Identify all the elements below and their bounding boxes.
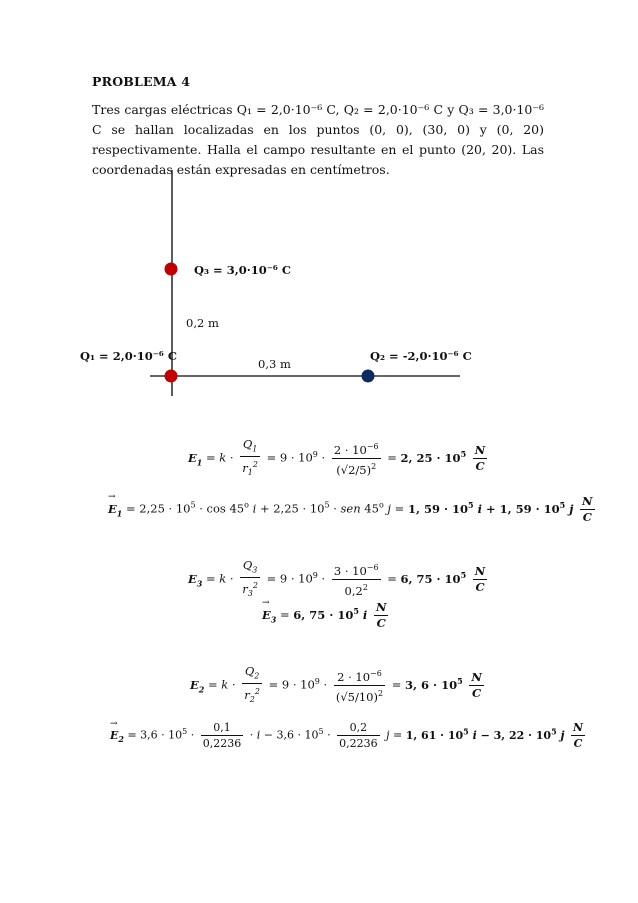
charges-diagram — [0, 160, 638, 410]
charge-q1-dot — [165, 370, 178, 383]
charge-q3-dot — [165, 263, 178, 276]
equation-e3-vector: → $E_3 = 6$, $75 \cdot 10^5$ i $\frac{N}{C}$ — [262, 600, 391, 631]
eq-e2-vec-text: E₂ = 3,6 · 10⁵ · 0,1/0,2236 · i − 3,6 · 10⁵ · 0,2/0,2236 j = 1,61 · 10⁵ i − 3,22 · 10⁵ j N/C — [233, 770, 278, 771]
equation-e2-magnitude: $E_2 = k$ · $\frac{Q_2}{r_2^2}$ = $9 \cdot 10^9$ · $\frac{2 \cdot 10^{-6}}{(√5/10)^2}$ = 3, $6 \cdot 10^5$ $\frac{N}{C}$ — [190, 664, 482, 705]
eq-e3-mag-text: E₃ = k · Q₃ / r₃² = 9 · 10⁹ · 3 · 10⁻⁶ / 0,2² = 6,75 · 10⁵ N/C — [163, 770, 193, 771]
problem-statement-text: Tres cargas eléctricas Q₁ = 2,0·10⁻⁶ C, Q₂ = 2,0·10⁻⁶ C y Q₃ = 3,0·10⁻⁶ C se hallan localizadas en los puntos (0, 0), (30, 0) y (0, 20) respectivamente. Halla el campo resultante en el punto (20, 20). Las coordenadas están expresadas en centímetros. — [92, 102, 544, 177]
q1-label: Q₁ = 2,0·10⁻⁶ C — [80, 349, 177, 363]
eq-e1-vec-text: E₁ = 2,25 · 10⁵ · cos 45º i + 2,25 · 10⁵ · sen 45º j = 1,59 · 10⁵ i + 1,59 · 10⁵ j N/C — [122, 770, 164, 771]
equation-e3-magnitude: $E_3 = k$ · $\frac{Q_3}{r_3^2}$ = $9 \cdot 10^9$ · $\frac{3 \cdot 10^{-6}}{0,2^2}$ = 6, $75 \cdot 10^5$ $\frac{N}{C}$ — [188, 558, 486, 599]
problem-title: PROBLEMA 4 — [92, 74, 191, 89]
horizontal-distance-label: 0,3 m — [258, 357, 291, 371]
equation-e1-vector: → $E_1 = 2,25 \cdot 10^5 \cdot \cos 45^o$ $i + 2,25 \cdot 10^5$ · sen 45$^o$ j = 1, $59 \cdot 10^5$ i + 1, $59 \cdot 10^5$ j $\frac{N}{C}$ — [108, 494, 598, 525]
equation-e1-magnitude: $E_1 = k$ · $\frac{Q_1}{r_1^2}$ = $9 \cdot 10^9$ · $\frac{2 \cdot 10^{-6}}{(√2/5)^2}$ = 2, $25 \cdot 10^5$ $\frac{N}{C}$ — [188, 437, 486, 478]
charge-q2-dot — [362, 370, 375, 383]
equation-text-summary — [92, 770, 544, 771]
equation-e2-vector: → $E_2 = 3,6 \cdot 10^5$ · $\frac{0,1}{0,2236}$ · $i - 3,6 \cdot 10^5$ · $\frac{0,2}{0,2236}$ j = 1, $61 \cdot 10^5$ i − 3, $22 \cdot 10^5$ j $\frac{N}{C}$ — [110, 720, 588, 751]
eq-e1-mag-text: E₁ = k · Q₁ / r₁² = 9 · 10⁹ · 2 · 10⁻⁶ / (√2/5)² = 2,25 · 10⁵ N/C — [92, 770, 123, 771]
q2-label: Q₂ = -2,0·10⁻⁶ C — [370, 349, 472, 363]
vertical-distance-label: 0,2 m — [186, 316, 219, 330]
q3-label: Q₃ = 3,0·10⁻⁶ C — [194, 263, 291, 277]
eq-e2-mag-text: E₂ = k · Q₂ / r₂² = 9 · 10⁹ · 2 · 10⁻⁶ / (√5/10)² = 3,6 · 10⁵ N/C — [203, 770, 234, 771]
eq-e3-vec-text: E₃ = 6,75 · 10⁵ i N/C — [192, 770, 203, 771]
